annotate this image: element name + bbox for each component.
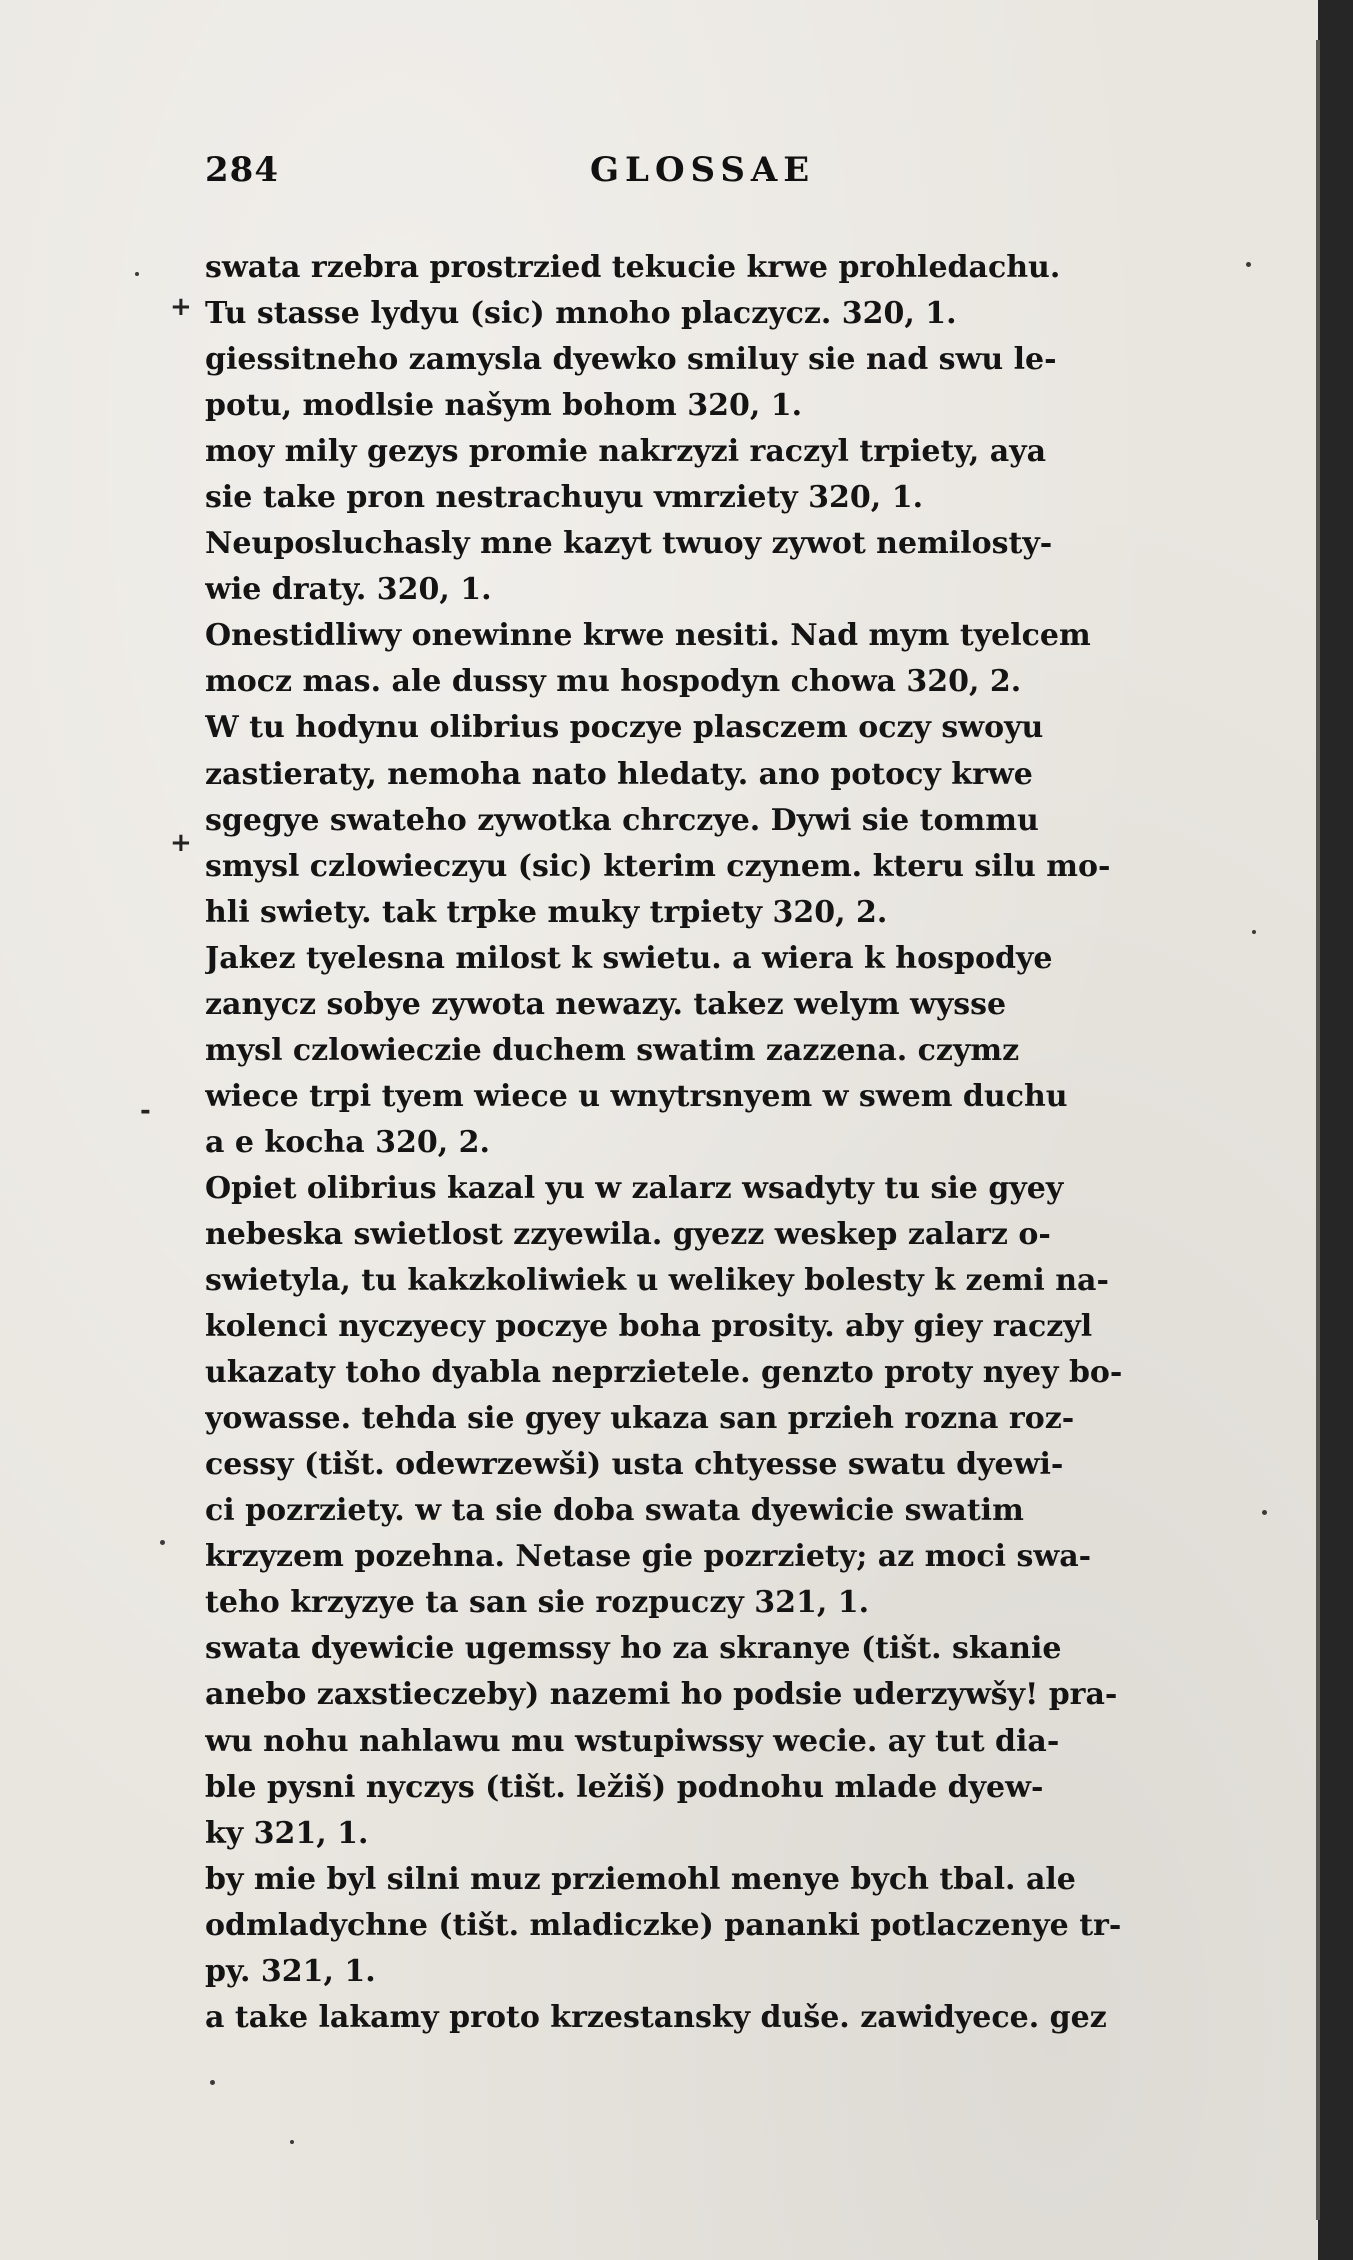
text-line-content: zastieraty, nemoha nato hledaty. ano potocy krwe	[205, 756, 1033, 792]
text-line-content: nebeska swietlost zzyewila. gyezz weskep zalarz o-	[205, 1216, 1051, 1252]
text-line	[205, 982, 1223, 1028]
text-line-content: wiece trpi tyem wiece u wnytrsnyem w swem duchu	[205, 1078, 1068, 1114]
scan-page-edge	[1316, 40, 1320, 2220]
text-line-content: Opiet olibrius kazal yu w zalarz wsadyty tu sie gyey	[205, 1170, 1064, 1206]
text-line-content: a take lakamy proto krzestansky duše. zawidyece. gez	[205, 1999, 1107, 2035]
scan-dark-edge	[1318, 0, 1353, 2260]
text-line	[205, 1995, 1223, 2041]
text-line	[205, 1672, 1223, 1718]
text-line-content: ukazaty toho dyabla neprzietele. genzto proty nyey bo-	[205, 1355, 1123, 1391]
text-line	[205, 1949, 1223, 1995]
text-line	[205, 1857, 1223, 1903]
text-line	[205, 521, 1223, 567]
text-line-content: sgegye swateho zywotka chrczye. Dywi sie tommu	[205, 802, 1039, 838]
text-line	[205, 1765, 1223, 1811]
text-line-content: py. 321, 1.	[205, 1953, 376, 1989]
text-line	[205, 1396, 1223, 1442]
text-line	[205, 1534, 1223, 1580]
text-line	[205, 1626, 1223, 1672]
text-line-content: swata dyewicie ugemssy ho za skranye (tišt. skanie	[205, 1631, 1062, 1667]
text-line	[205, 567, 1223, 613]
text-line-content: a e kocha 320, 2.	[205, 1124, 490, 1160]
text-line	[205, 1074, 1223, 1120]
paper-speck	[1262, 1510, 1267, 1515]
text-line	[205, 1028, 1223, 1074]
text-line-content: Tu stasse lydyu (sic) mnoho placzycz. 320, 1.	[205, 296, 957, 332]
text-line	[205, 705, 1223, 751]
text-line-content: moy mily gezys promie nakrzyzi raczyl trpiety, aya	[205, 434, 1047, 470]
paper-speck	[210, 2080, 215, 2085]
paper-speck	[1246, 262, 1251, 267]
paper-speck	[290, 2140, 294, 2144]
margin-mark-dash: -	[140, 1096, 151, 1126]
text-line-content: mocz mas. ale dussy mu hospodyn chowa 320, 2.	[205, 664, 1022, 700]
text-line	[205, 1719, 1223, 1765]
text-line-content: mysl czlowieczie duchem swatim zazzena. czymz	[205, 1032, 1020, 1068]
text-line	[205, 844, 1223, 890]
text-line	[205, 1120, 1223, 1166]
running-head: GLOSSAE	[590, 150, 816, 190]
text-line-content: kolenci nyczyecy poczye boha prosity. aby giey raczyl	[205, 1309, 1093, 1345]
text-line-content: ci pozrziety. w ta sie doba swata dyewicie swatim	[205, 1493, 1024, 1529]
margin-mark-plus: +	[170, 828, 192, 858]
text-line-content: Neuposluchasly mne kazyt twuoy zywot nemilosty-	[205, 526, 1053, 562]
text-line	[205, 1166, 1223, 1212]
text-line-content: ble pysni nyczys (tišt. ležiš) podnohu mlade dyew-	[205, 1769, 1044, 1805]
text-line	[205, 659, 1223, 705]
text-line-content: ky 321, 1.	[205, 1815, 369, 1851]
text-line	[205, 291, 1223, 337]
margin-mark-plus: +	[170, 292, 192, 322]
paper-speck	[160, 1540, 165, 1545]
text-line-content: by mie byl silni muz prziemohl menye bych tbal. ale	[205, 1861, 1076, 1897]
text-line	[205, 337, 1223, 383]
page-number: 284	[205, 150, 279, 190]
text-line	[205, 1442, 1223, 1488]
text-line	[205, 475, 1223, 521]
text-line-content: cessy (tišt. odewrzewši) usta chtyesse swatu dyewi-	[205, 1447, 1064, 1483]
text-line	[205, 1304, 1223, 1350]
text-line	[205, 1258, 1223, 1304]
text-line-content: yowasse. tehda sie gyey ukaza san przieh rozna roz-	[205, 1401, 1075, 1437]
text-line-content: sie take pron nestrachuyu vmrziety 320, 1.	[205, 480, 924, 516]
text-line	[205, 1350, 1223, 1396]
text-line-content: swietyla, tu kakzkoliwiek u welikey bolesty k zemi na-	[205, 1263, 1109, 1299]
text-line	[205, 1580, 1223, 1626]
text-line	[205, 752, 1223, 798]
text-line-content: anebo zaxstieczeby) nazemi ho podsie uderzywšy! pra-	[205, 1677, 1118, 1713]
text-line	[205, 383, 1223, 429]
text-line-content: Jakez tyelesna milost k swietu. a wiera k hospodye	[205, 940, 1053, 976]
text-line	[205, 798, 1223, 844]
body-text	[205, 245, 1223, 2041]
text-line	[205, 613, 1223, 659]
text-line-content: zanycz sobye zywota newazy. takez welym wysse	[205, 986, 1007, 1022]
text-line-content: wie draty. 320, 1.	[205, 572, 492, 608]
text-line-content: swata rzebra prostrzied tekucie krwe prohledachu.	[205, 250, 1061, 285]
text-line-content: krzyzem pozehna. Netase gie pozrziety; az moci swa-	[205, 1539, 1092, 1575]
text-line	[205, 1903, 1223, 1949]
text-line-content: W tu hodynu olibrius poczye plasczem oczy swoyu	[205, 710, 1044, 746]
text-line-content: potu, modlsie našym bohom 320, 1.	[205, 388, 803, 424]
text-line	[205, 1488, 1223, 1534]
text-line-content: wu nohu nahlawu mu wstupiwssy wecie. ay tut dia-	[205, 1723, 1060, 1759]
text-line	[205, 245, 1223, 291]
page-header	[205, 150, 1215, 210]
paper-speck	[135, 272, 139, 276]
text-line	[205, 936, 1223, 982]
text-line	[205, 429, 1223, 475]
text-line	[205, 1212, 1223, 1258]
text-line-content: odmladychne (tišt. mladiczke) pananki potlaczenye tr-	[205, 1907, 1122, 1943]
text-line	[205, 890, 1223, 936]
paper-speck	[1252, 930, 1256, 934]
text-line-content: Onestidliwy onewinne krwe nesiti. Nad mym tyelcem	[205, 618, 1091, 654]
text-line-content: hli swiety. tak trpke muky trpiety 320, 2.	[205, 894, 888, 930]
text-line-content: giessitneho zamysla dyewko smiluy sie nad swu le-	[205, 342, 1057, 378]
text-line-content: smysl czlowieczyu (sic) kterim czynem. kteru silu mo-	[205, 848, 1111, 884]
text-line-content: teho krzyzye ta san sie rozpuczy 321, 1.	[205, 1585, 870, 1621]
text-line	[205, 1811, 1223, 1857]
